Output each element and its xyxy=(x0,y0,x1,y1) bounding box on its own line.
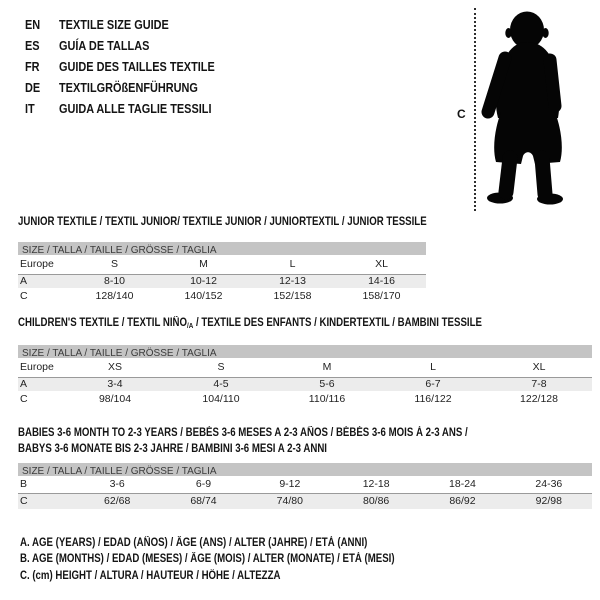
language-title: GUIDE DES TAILLES TEXTILE xyxy=(59,59,215,74)
note-height-cm xyxy=(20,568,466,584)
children-section-title xyxy=(18,317,592,330)
babies-section xyxy=(18,425,592,509)
row-label: B xyxy=(18,476,74,493)
height-cell: 110/116 xyxy=(308,392,346,405)
title-subscript: /A xyxy=(187,321,194,330)
size-cell: M xyxy=(159,255,248,274)
note-age-years xyxy=(20,535,466,551)
babies-title-text-line1: BABIES 3-6 MONTH TO 2-3 YEARS / BEBÉS 3-6 MESES A 2-3 AÑOS / BÉBÉS 3-6 MOIS À 2-3 ANS / xyxy=(18,427,468,439)
height-cell: 68/74 xyxy=(160,493,246,509)
height-measure-dotted-line xyxy=(474,8,476,211)
junior-section xyxy=(18,216,426,303)
height-cell: 74/80 xyxy=(247,493,333,509)
age-cell: 4-5 xyxy=(168,377,274,391)
size-cell: S xyxy=(168,358,274,377)
junior-section-title xyxy=(18,216,426,229)
row-label: Europe xyxy=(18,358,62,377)
height-cell: 116/122 xyxy=(414,392,452,405)
language-code: DE xyxy=(25,80,41,95)
language-title: GUÍA DE TALLAS xyxy=(59,38,150,53)
table-row-europe xyxy=(18,255,426,274)
age-cell: 7-8 xyxy=(486,377,592,391)
row-label: C xyxy=(20,392,28,405)
size-cell: XL xyxy=(337,255,426,274)
age-cell: 6-7 xyxy=(380,377,486,391)
age-cell: 3-4 xyxy=(62,377,168,391)
babies-section-title-line2 xyxy=(18,441,592,457)
height-cell: 86/92 xyxy=(419,493,505,509)
children-section-title-text xyxy=(18,317,482,332)
size-cell: S xyxy=(70,255,159,274)
height-cell: 98/104 xyxy=(98,392,132,405)
language-row-it xyxy=(25,98,244,119)
children-section xyxy=(18,317,592,406)
language-title: GUIDA ALLE TAGLIE TESSILI xyxy=(59,101,212,116)
height-cell: 128/140 xyxy=(95,289,134,302)
age-cell: 8-10 xyxy=(70,274,159,288)
language-code: EN xyxy=(25,17,41,32)
height-cell: 80/86 xyxy=(333,493,419,509)
height-cell: 140/152 xyxy=(184,289,223,302)
size-cell: XL xyxy=(486,358,592,377)
height-cell: 158/170 xyxy=(362,289,401,302)
language-title-list xyxy=(25,14,244,119)
height-measure-label: C xyxy=(457,107,466,121)
babies-size-table xyxy=(18,476,592,509)
age-cell: 14-16 xyxy=(337,274,426,288)
months-cell: 6-9 xyxy=(160,476,246,493)
junior-section-title-text: JUNIOR TEXTILE / TEXTIL JUNIOR/ TEXTILE JUNIOR / JUNIORTEXTIL / JUNIOR TESSILE xyxy=(18,216,427,228)
row-label: C xyxy=(20,289,28,302)
babies-title-text-line2: BABYS 3-6 MONATE BIS 2-3 JAHRE / BAMBINI 3-6 MESI A 2-3 ANNI xyxy=(18,443,327,455)
language-code: ES xyxy=(25,38,40,53)
note-text: C. (cm) HEIGHT / ALTURA / HAUTEUR / HÖHE / ALTEZZA xyxy=(20,569,281,582)
height-cell: 122/128 xyxy=(520,392,558,405)
note-age-months xyxy=(20,551,466,567)
note-text: B. AGE (MONTHS) / EDAD (MESES) / ÂGE (MOIS) / ALTER (MONATE) / ETÀ (MESI) xyxy=(20,553,395,566)
language-code: IT xyxy=(25,101,35,116)
babies-section-title-line1 xyxy=(18,425,592,441)
language-code: FR xyxy=(25,59,40,74)
months-cell: 18-24 xyxy=(419,476,505,493)
age-cell: 5-6 xyxy=(274,377,380,391)
language-row-de xyxy=(25,77,244,98)
title-rest: / TEXTILE DES ENFANTS / KINDERTEXTIL / BAMBINI TESSILE xyxy=(193,317,482,329)
title-main: CHILDREN'S TEXTILE / TEXTIL NIÑO xyxy=(18,317,188,329)
note-text: A. AGE (YEARS) / EDAD (AÑOS) / ÂGE (ANS) / ALTER (JAHRE) / ETÀ (ANNI) xyxy=(20,537,368,549)
months-cell: 24-36 xyxy=(506,476,592,493)
junior-size-table xyxy=(18,255,426,303)
months-cell: 12-18 xyxy=(333,476,419,493)
children-size-table xyxy=(18,358,592,406)
height-cell: 62/68 xyxy=(74,493,160,509)
size-header-label: SIZE / TALLA / TAILLE / GRÖSSE / TAGLIA xyxy=(22,466,217,477)
height-cell: 104/110 xyxy=(202,392,240,405)
table-row-europe xyxy=(18,358,592,377)
language-title: TEXTILE SIZE GUIDE xyxy=(59,17,169,32)
language-row-en xyxy=(25,14,244,35)
table-row-height xyxy=(18,493,592,509)
size-header-label: SIZE / TALLA / TAILLE / GRÖSSE / TAGLIA xyxy=(22,245,217,256)
size-header-bar xyxy=(18,345,592,358)
language-title: TEXTILGRÖßENFÜHRUNG xyxy=(59,80,198,95)
months-cell: 9-12 xyxy=(247,476,333,493)
row-label: A xyxy=(18,274,70,288)
row-label: Europe xyxy=(18,255,70,274)
size-cell: XS xyxy=(62,358,168,377)
size-header-bar xyxy=(18,242,426,255)
size-cell: L xyxy=(248,255,337,274)
row-label: A xyxy=(18,377,62,391)
baby-silhouette-icon xyxy=(478,6,578,211)
size-cell: L xyxy=(380,358,486,377)
size-header-bar xyxy=(18,463,592,476)
size-header-label: SIZE / TALLA / TAILLE / GRÖSSE / TAGLIA xyxy=(22,348,217,359)
row-label: C xyxy=(18,493,74,509)
size-cell: M xyxy=(274,358,380,377)
language-row-fr xyxy=(25,56,244,77)
height-cell: 92/98 xyxy=(506,493,592,509)
months-cell: 3-6 xyxy=(74,476,160,493)
table-row-height xyxy=(18,391,592,406)
table-row-months xyxy=(18,476,592,493)
table-row-age xyxy=(18,377,592,391)
table-row-height xyxy=(18,288,426,303)
age-cell: 12-13 xyxy=(248,274,337,288)
table-row-age xyxy=(18,274,426,288)
legend-notes xyxy=(20,535,466,584)
language-row-es xyxy=(25,35,244,56)
height-cell: 152/158 xyxy=(273,289,312,302)
age-cell: 10-12 xyxy=(159,274,248,288)
